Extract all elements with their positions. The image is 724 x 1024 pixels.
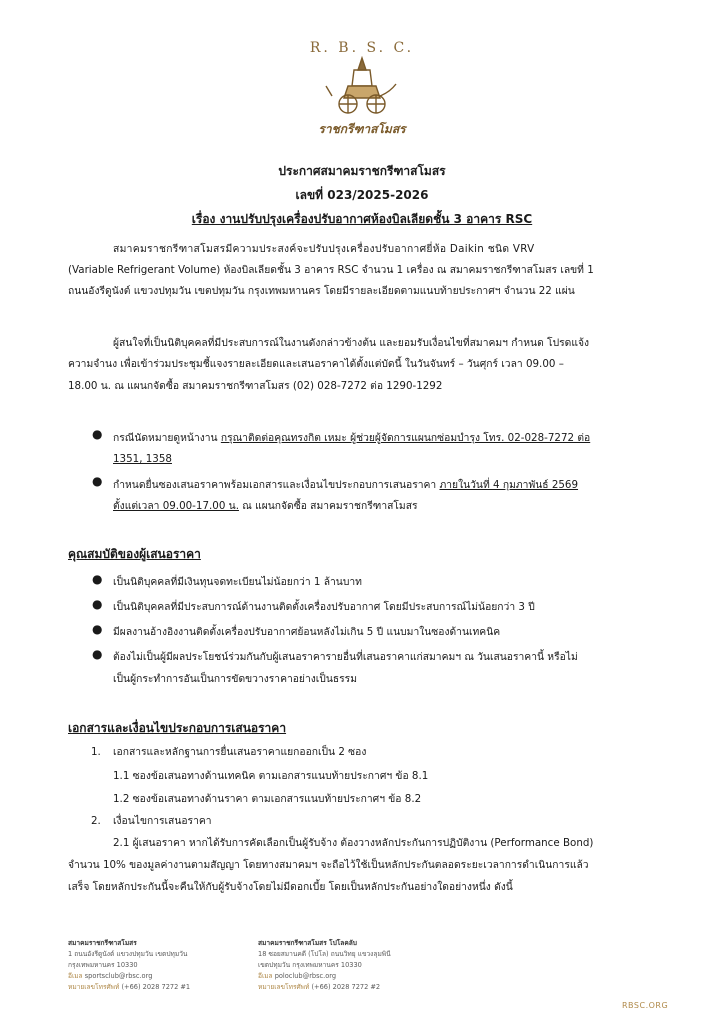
intro-line-1: สมาคมราชกรีฑาสโมสรมีความประสงค์จะปรับปรุงเครื่องปรับอากาศยี่ห้อ Daikin ชนิด VRV <box>113 243 535 255</box>
bullet-icon: ● <box>92 474 103 488</box>
bullet-site-visit-extension: 1351, 1358 <box>113 453 172 465</box>
documents-title: เอกสารและเงื่อนไขประกอบการเสนอราคา <box>68 721 287 735</box>
footer-right-address: สมาคมราชกรีฑาสโมสร โปโลคลับ 18 ซอยสมานคดี (โปโล) ถนนวิทยุ แขวงลุมพินี เขตปทุมวัน กรุงเทพมหานคร 10330 อีเมล poloclub@rbsc.org หมายเลขโทรศัพท์ (+66) 2028 7272 #2 <box>258 939 391 991</box>
intro-line-2: (Variable Refrigerant Volume) ห้องบิลเลียดชั้น 3 อาคาร RSC จำนวน 1 เครื่อง ณ สมาคมราชกรีฑาสโมสร เลขที่ 1 <box>68 264 594 276</box>
footer-website: RBSC.ORG <box>622 1001 669 1010</box>
doc-item-1: เอกสารและหลักฐานการยื่นเสนอราคาแยกออกเป็น 2 ซอง <box>113 746 367 758</box>
doc-subitem-2-1: 2.1 ผู้เสนอราคา หากได้รับการคัดเลือกเป็นผู้รับจ้าง ต้องวางหลักประกันการปฏิบัติงาน (Performance Bond) <box>113 837 594 849</box>
doc-subitem-2-1-line-2: จำนวน 10% ของมูลค่างานตามสัญญา โดยทางสมาคมฯ จะถือไว้ใช้เป็นหลักประกันตลอดระยะเวลาการดำเนินการแล้ว <box>68 859 589 871</box>
doc-number-2: 2. <box>91 815 101 827</box>
invite-line-1: ผู้สนใจที่เป็นนิติบุคคลที่มีประสบการณ์ในงานดังกล่าวข้างต้น และยอมรับเงื่อนไขที่สมาคมฯ กำหนด โปรดแจ้ง <box>113 337 590 349</box>
invite-line-3: 18.00 น. ณ แผนกจัดซื้อ สมาคมราชกรีฑาสโมสร (02) 028-7272 ต่อ 1290-1292 <box>68 380 443 392</box>
logo-thai-text: ราชกรีฑาสโมสร <box>318 122 406 136</box>
invite-line-2: ความจำนง เพื่อเข้าร่วมประชุมชี้แจงรายละเอียดและเสนอราคาได้ตั้งแต่บัดนี้ ในวันจันทร์ – วันศุกร์ เวลา 09.00 – <box>68 358 564 370</box>
bullet-icon: ● <box>92 622 103 636</box>
qualification-item-4-line-2: เป็นผู้กระทำการอันเป็นการขัดขวางราคาอย่างเป็นธรรม <box>113 673 357 685</box>
rbsc-logo <box>306 40 418 144</box>
doc-subitem-1-1: 1.1 ซองข้อเสนอทางด้านเทคนิค ตามเอกสารแนบท้ายประกาศฯ ข้อ 8.1 <box>113 770 429 782</box>
doc-subitem-2-1-line-3: เสร็จ โดยหลักประกันนี้จะคืนให้กับผู้รับจ้างโดยไม่มีดอกเบี้ย โดยเป็นหลักประกันอย่างใดอย่างหนึ่ง ดังนี้ <box>68 881 513 893</box>
bullet-submission: กำหนดยื่นซองเสนอราคาพร้อมเอกสารและเงื่อนไขประกอบการเสนอราคา ภายในวันที่ 4 กุมภาพันธ์ 2569 <box>113 479 579 491</box>
qualification-item: มีผลงานอ้างอิงงานติดตั้งเครื่องปรับอากาศย้อนหลังไม่เกิน 5 ปี แนบมาในซองด้านเทคนิค <box>113 626 501 638</box>
qualification-item: เป็นนิติบุคคลที่มีเงินทุนจดทะเบียนไม่น้อยกว่า 1 ล้านบาท <box>113 576 362 588</box>
footer-left-address: สมาคมราชกรีฑาสโมสร 1 ถนนอังรีดูนังต์ แขวงปทุมวัน เขตปทุมวัน กรุงเทพมหานคร 10330 อีเมล sportsclub@rbsc.org หมายเลขโทรศัพท์ (+66) 2028 7272 #1 <box>68 939 191 991</box>
logo-top-text: R. B. S. C. <box>309 40 415 56</box>
royal-carriage-emblem-icon <box>324 56 400 118</box>
qualification-item: ต้องไม่เป็นผู้มีผลประโยชน์ร่วมกันกับผู้เสนอราคารายอื่นที่เสนอราคาแก่สมาคมฯ ณ วันเสนอราคานี้ หรือไม่ <box>113 651 578 663</box>
bullet-submission-line-2: ตั้งแต่เวลา 09.00-17.00 น. ณ แผนกจัดซื้อ สมาคมราชกรีฑาสโมสร <box>113 500 418 512</box>
announcement-number: เลขที่ 023/2025-2026 <box>295 188 429 202</box>
qualifications-title: คุณสมบัติของผู้เสนอราคา <box>68 547 201 561</box>
doc-item-2: เงื่อนไขการเสนอราคา <box>113 815 212 827</box>
doc-number-1: 1. <box>91 746 101 758</box>
doc-subitem-1-2: 1.2 ซองข้อเสนอทางด้านราคา ตามเอกสารแนบท้ายประกาศฯ ข้อ 8.2 <box>113 793 422 805</box>
bullet-icon: ● <box>92 427 103 441</box>
announcement-subject: เรื่อง งานปรับปรุงเครื่องปรับอากาศห้องบิลเลียดชั้น 3 อาคาร RSC <box>191 212 533 226</box>
bullet-site-visit: กรณีนัดหมายดูหน้างาน กรุณาติดต่อคุณทรงกิต เหมะ ผู้ช่วยผู้จัดการแผนกซ่อมบำรุง โทร. 02-028-7272 ต่อ <box>113 432 591 444</box>
intro-line-3: ถนนอังรีดูนังต์ แขวงปทุมวัน เขตปทุมวัน กรุงเทพมหานคร โดยมีรายละเอียดตามแนบท้ายประกาศฯ จำนวน 22 แผ่น <box>68 285 575 297</box>
bullet-icon: ● <box>92 572 103 586</box>
qualification-item: เป็นนิติบุคคลที่มีประสบการณ์ด้านงานติดตั้งเครื่องปรับอากาศ โดยมีประสบการณ์ไม่น้อยกว่า 3 ปี <box>113 601 535 613</box>
bullet-icon: ● <box>92 597 103 611</box>
announcement-title: ประกาศสมาคมราชกรีฑาสโมสร <box>278 164 446 178</box>
bullet-icon: ● <box>92 647 103 661</box>
